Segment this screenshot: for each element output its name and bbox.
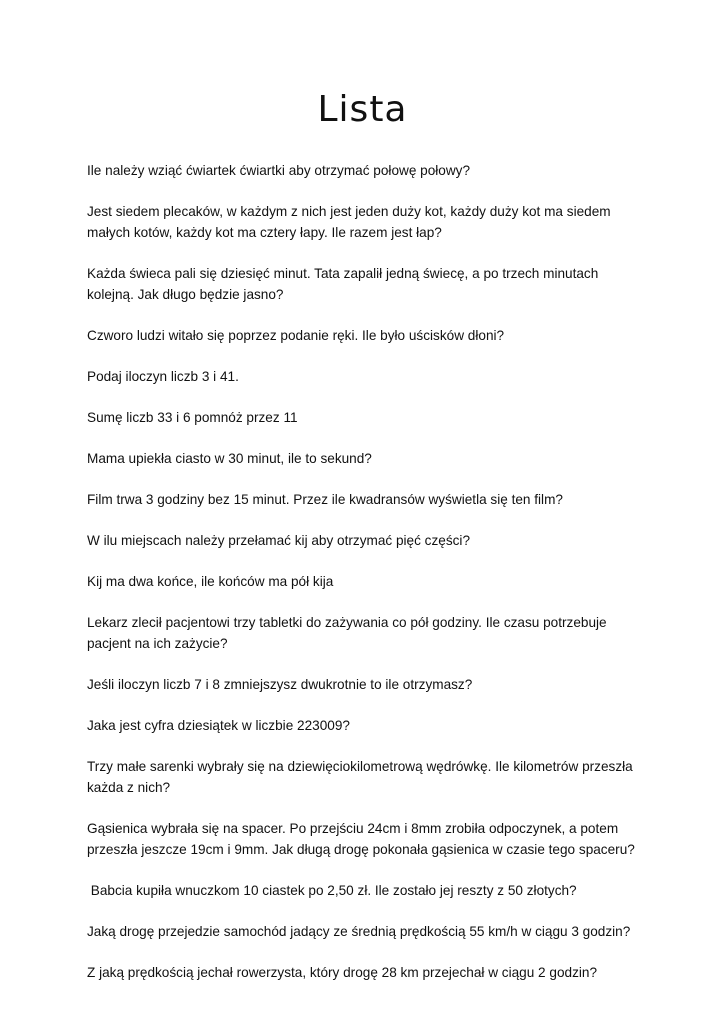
question-item: Film trwa 3 godziny bez 15 minut. Przez ile kwadransów wyświetla się ten film?: [87, 492, 563, 507]
question-item: W ilu miejscach należy przełamać kij aby otrzymać pięć części?: [87, 533, 471, 548]
question-item: Ile należy wziąć ćwiartek ćwiartki aby otrzymać połowę połowy?: [87, 163, 471, 178]
question-item: Gąsienica wybrała się na spacer. Po przejściu 24cm i 8mm zrobiła odpoczynek, a potem przeszła jeszcze 19cm i 9mm. Jak długą drogę pokonała gąsienica w czasie tego spaceru?: [87, 821, 635, 857]
question-item: Mama upiekła ciasto w 30 minut, ile to sekund?: [87, 451, 372, 466]
question-list: [87, 160, 647, 1003]
question-item: Jaką drogę przejedzie samochód jadący ze średnią prędkością 55 km/h w ciągu 3 godzin?: [87, 924, 631, 939]
question-item: Sumę liczb 33 i 6 pomnóż przez 11: [87, 410, 298, 425]
page-title: Lista: [317, 89, 408, 130]
question-item: Każda świeca pali się dziesięć minut. Tata zapalił jedną świecę, a po trzech minutach kolejną. Jak długo będzie jasno?: [87, 266, 599, 302]
question-item: Kij ma dwa końce, ile końców ma pół kija: [87, 574, 334, 589]
question-item: Trzy małe sarenki wybrały się na dziewięciokilometrową wędrówkę. Ile kilometrów przeszła każda z nich?: [87, 759, 633, 795]
question-item: Jeśli iloczyn liczb 7 i 8 zmniejszysz dwukrotnie to ile otrzymasz?: [87, 677, 473, 692]
question-item: Lekarz zlecił pacjentowi trzy tabletki do zażywania co pół godziny. Ile czasu potrzebuje pacjent na ich zażycie?: [87, 615, 607, 651]
question-item: Podaj iloczyn liczb 3 i 41.: [87, 369, 239, 384]
question-item: Czworo ludzi witało się poprzez podanie ręki. Ile było uścisków dłoni?: [87, 328, 505, 343]
question-item: Babcia kupiła wnuczkom 10 ciastek po 2,50 zł. Ile zostało jej reszty z 50 złotych?: [87, 883, 577, 898]
question-item: Z jaką prędkością jechał rowerzysta, który drogę 28 km przejechał w ciągu 2 godzin?: [87, 965, 598, 980]
question-item: Jaka jest cyfra dziesiątek w liczbie 223009?: [87, 718, 350, 733]
question-item: Jest siedem plecaków, w każdym z nich jest jeden duży kot, każdy duży kot ma siedem małych kotów, każdy kot ma cztery łapy. Ile razem jest łap?: [87, 204, 611, 240]
